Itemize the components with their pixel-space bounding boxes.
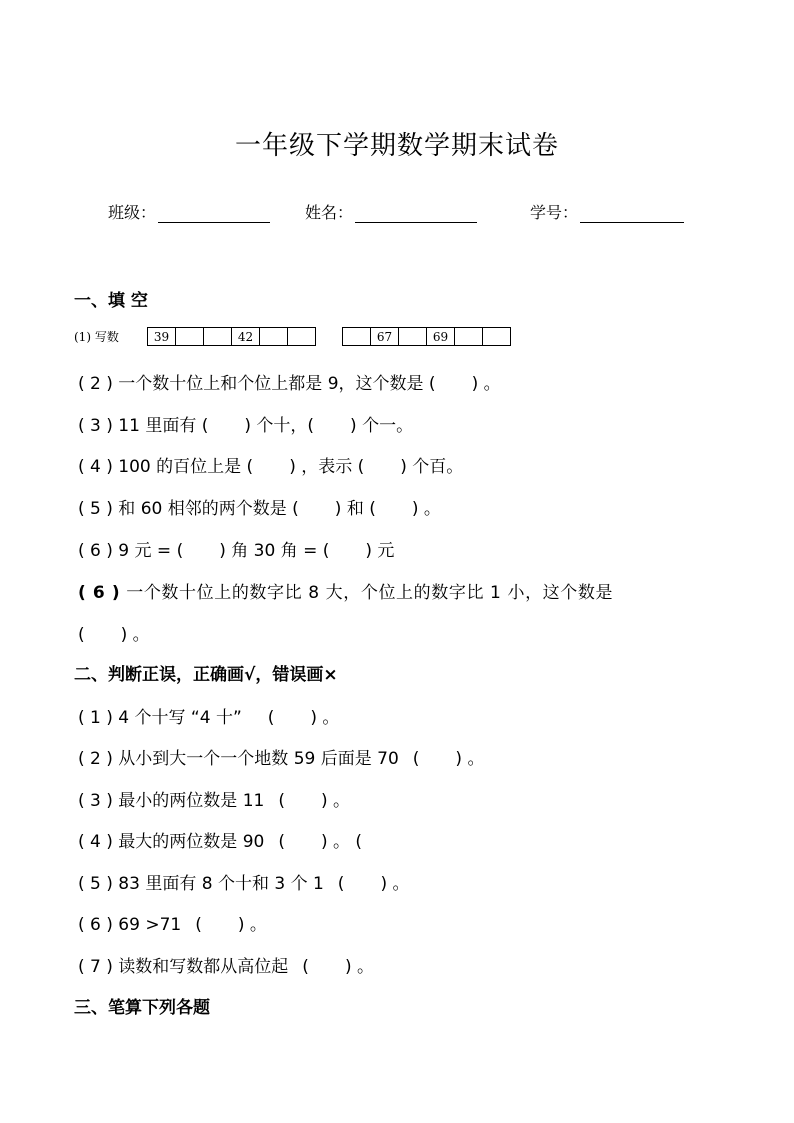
grid-cell[interactable]: 39 xyxy=(148,328,176,346)
question-5 xyxy=(78,494,441,519)
grid-cell[interactable] xyxy=(288,328,316,346)
name-label: 姓名： xyxy=(305,203,354,222)
name-blank[interactable] xyxy=(355,204,477,223)
paren: ) 。 ( xyxy=(320,832,363,852)
question-text: ( 3 ) 11 里面有 ( xyxy=(78,416,209,436)
section3-heading: 三、笔算下列各题 xyxy=(74,998,210,1018)
judge-item-3 xyxy=(78,786,350,811)
judge-item-4 xyxy=(78,827,362,852)
grid-cell[interactable] xyxy=(343,328,371,346)
name-field xyxy=(305,200,477,223)
question-3 xyxy=(78,411,413,436)
paren: ) 。 xyxy=(455,749,485,769)
judge-item-7 xyxy=(78,952,374,977)
grid-cell[interactable] xyxy=(455,328,483,346)
paren: ( xyxy=(412,749,420,769)
class-field xyxy=(108,200,270,223)
question-text: ( 6 ) 69 >71 xyxy=(78,915,182,935)
class-label: 班级： xyxy=(108,203,157,222)
paren: ( xyxy=(278,832,285,852)
question-7 xyxy=(78,578,613,603)
judge-item-1 xyxy=(78,703,339,728)
grid-cell[interactable]: 42 xyxy=(232,328,260,346)
question-text: ) 和 ( xyxy=(334,499,376,519)
paren: ) 。 xyxy=(344,957,374,977)
judge-item-2 xyxy=(78,744,484,769)
question-text: ( 4 ) 100 的百位上是 ( xyxy=(78,457,254,477)
paren: ( xyxy=(337,874,345,894)
judge-item-6 xyxy=(78,910,267,935)
question-number: ( 6 ) xyxy=(78,583,121,603)
section2-heading: 二、判断正误，正确画√，错误画× xyxy=(74,665,338,685)
question-text: ( 2 ) 一个数十位上和个位上都是 9，这个数是 ( xyxy=(78,374,436,394)
question-text: ( 3 ) 最小的两位数是 11 xyxy=(78,791,265,811)
question-text: ) 。 xyxy=(471,374,501,394)
grid-cell[interactable] xyxy=(483,328,511,346)
class-blank[interactable] xyxy=(158,204,270,223)
question-text: ) 。 xyxy=(411,499,441,519)
question-text: ( 2 ) 从小到大一个一个地数 59 后面是 70 xyxy=(78,749,399,769)
question-text: ) 元 xyxy=(365,541,395,561)
q1-label: (1) 写数 xyxy=(74,330,119,344)
question-text: ( 4 ) 最大的两位数是 90 xyxy=(78,832,265,852)
paren: ( xyxy=(195,915,202,935)
section1-heading: 一、填 空 xyxy=(74,291,148,311)
page-title: 一年级下学期数学期末试卷 xyxy=(234,131,559,161)
question-text: ( 7 ) 读数和写数都从高位起 xyxy=(78,957,289,977)
number-grid-2 xyxy=(342,327,511,346)
paren: ( xyxy=(267,708,275,728)
question-6 xyxy=(78,536,394,561)
question-7-line2 xyxy=(78,620,150,645)
id-field xyxy=(530,200,684,223)
question-text: ( 1 ) 4 个十写 “4 十” xyxy=(78,708,242,728)
question-text: ( xyxy=(78,625,85,645)
paren: ( xyxy=(302,957,309,977)
question-text: ( 5 ) 83 里面有 8 个十和 3 个 1 xyxy=(78,874,324,894)
grid-cell[interactable]: 67 xyxy=(371,328,399,346)
question-text: ) 个百。 xyxy=(400,457,464,477)
grid-cell[interactable] xyxy=(204,328,232,346)
grid-cell[interactable] xyxy=(399,328,427,346)
question-text: ) 。 xyxy=(120,625,150,645)
grid-cell[interactable] xyxy=(260,328,288,346)
number-grid-1 xyxy=(147,327,316,346)
paren: ) 。 xyxy=(380,874,410,894)
id-label: 学号： xyxy=(530,203,579,222)
paren: ( xyxy=(278,791,285,811)
grid-cell[interactable] xyxy=(176,328,204,346)
judge-item-5 xyxy=(78,869,409,894)
question-text: ) 角 30 角 = ( xyxy=(219,541,330,561)
question-text: ) 个十，( xyxy=(244,416,315,436)
grid-cell[interactable]: 69 xyxy=(427,328,455,346)
question-text: 一个数十位上的数字比 8 大，个位上的数字比 1 小，这个数是 xyxy=(120,583,614,603)
question-2 xyxy=(78,369,501,394)
question-text: ( 5 ) 和 60 相邻的两个数是 ( xyxy=(78,499,299,519)
paren: ) 。 xyxy=(237,915,267,935)
question-text: ) ，表示 ( xyxy=(289,457,365,477)
id-blank[interactable] xyxy=(580,204,684,223)
question-text: ( 6 ) 9 元 = ( xyxy=(78,541,184,561)
question-text: ) 个一。 xyxy=(350,416,414,436)
paren: ) 。 xyxy=(310,708,340,728)
paren: ) 。 xyxy=(320,791,351,811)
question-4 xyxy=(78,452,463,477)
